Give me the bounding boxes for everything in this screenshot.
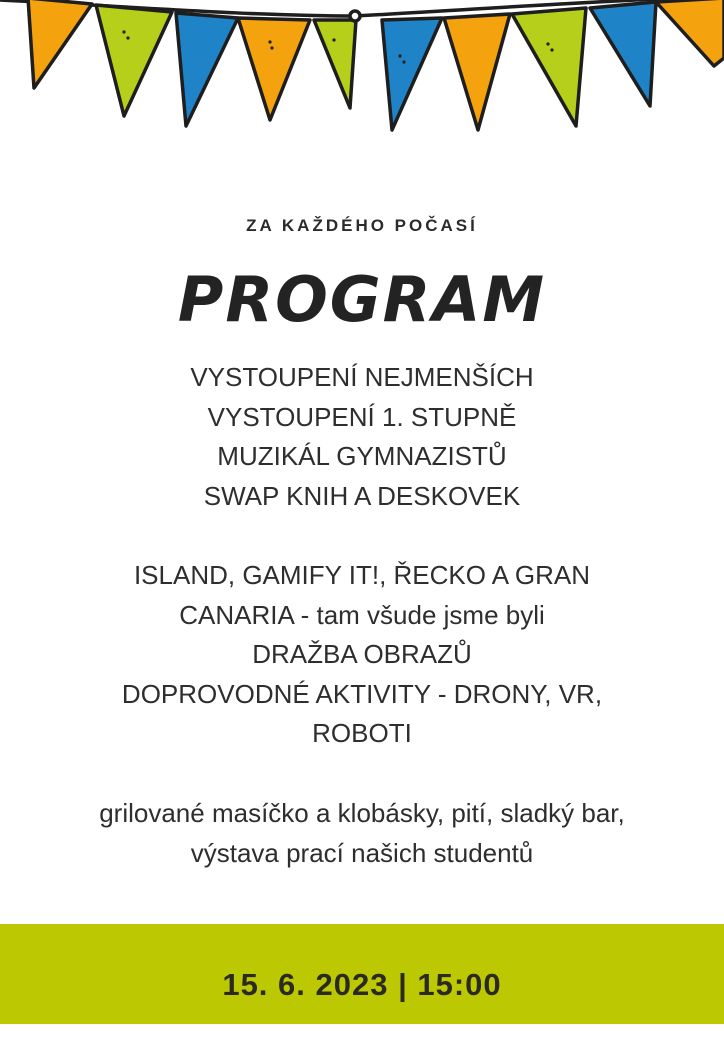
food-line: výstava prací našich studentů bbox=[190, 837, 534, 868]
program-line: MUZIKÁL GYMNAZISTŮ bbox=[217, 441, 507, 471]
flag-2 bbox=[96, 5, 172, 116]
activity-line: ROBOTI bbox=[312, 718, 412, 748]
flag-4 bbox=[238, 18, 310, 120]
bunting-knot bbox=[350, 11, 360, 21]
activity-line: CANARIA - tam všude jsme byli bbox=[179, 599, 545, 630]
footer-bar bbox=[0, 924, 724, 1024]
flag-5 bbox=[314, 20, 356, 108]
flag-6 bbox=[382, 18, 442, 130]
food-info bbox=[0, 794, 724, 873]
flag-1 bbox=[28, 0, 92, 88]
activities-list bbox=[0, 556, 724, 754]
flag-9 bbox=[590, 2, 656, 106]
flag-7 bbox=[444, 14, 510, 130]
subtitle: ZA KAŽDÉHO POČASÍ bbox=[246, 216, 478, 235]
flag-3 bbox=[176, 13, 238, 126]
program-list bbox=[0, 358, 724, 516]
bunting-decoration bbox=[0, 0, 724, 140]
program-line: VYSTOUPENÍ 1. STUPNĚ bbox=[207, 401, 517, 432]
activity-line: ISLAND, GAMIFY IT!, ŘECKO A GRAN bbox=[133, 560, 591, 590]
activity-line: DRAŽBA OBRAZŮ bbox=[252, 639, 472, 669]
event-date-time: 15. 6. 2023 | 15:00 bbox=[222, 967, 502, 1002]
activity-line: DOPROVODNÉ AKTIVITY - DRONY, VR, bbox=[121, 678, 603, 709]
food-line: grilované masíčko a klobásky, pití, sladký bar, bbox=[99, 798, 625, 828]
flag-10 bbox=[656, 0, 724, 66]
page-title: PROGRAM bbox=[177, 263, 547, 336]
flag-8 bbox=[512, 8, 586, 126]
program-line: VYSTOUPENÍ NEJMENŠÍCH bbox=[190, 362, 534, 392]
program-line: SWAP KNIH A DESKOVEK bbox=[203, 480, 521, 511]
